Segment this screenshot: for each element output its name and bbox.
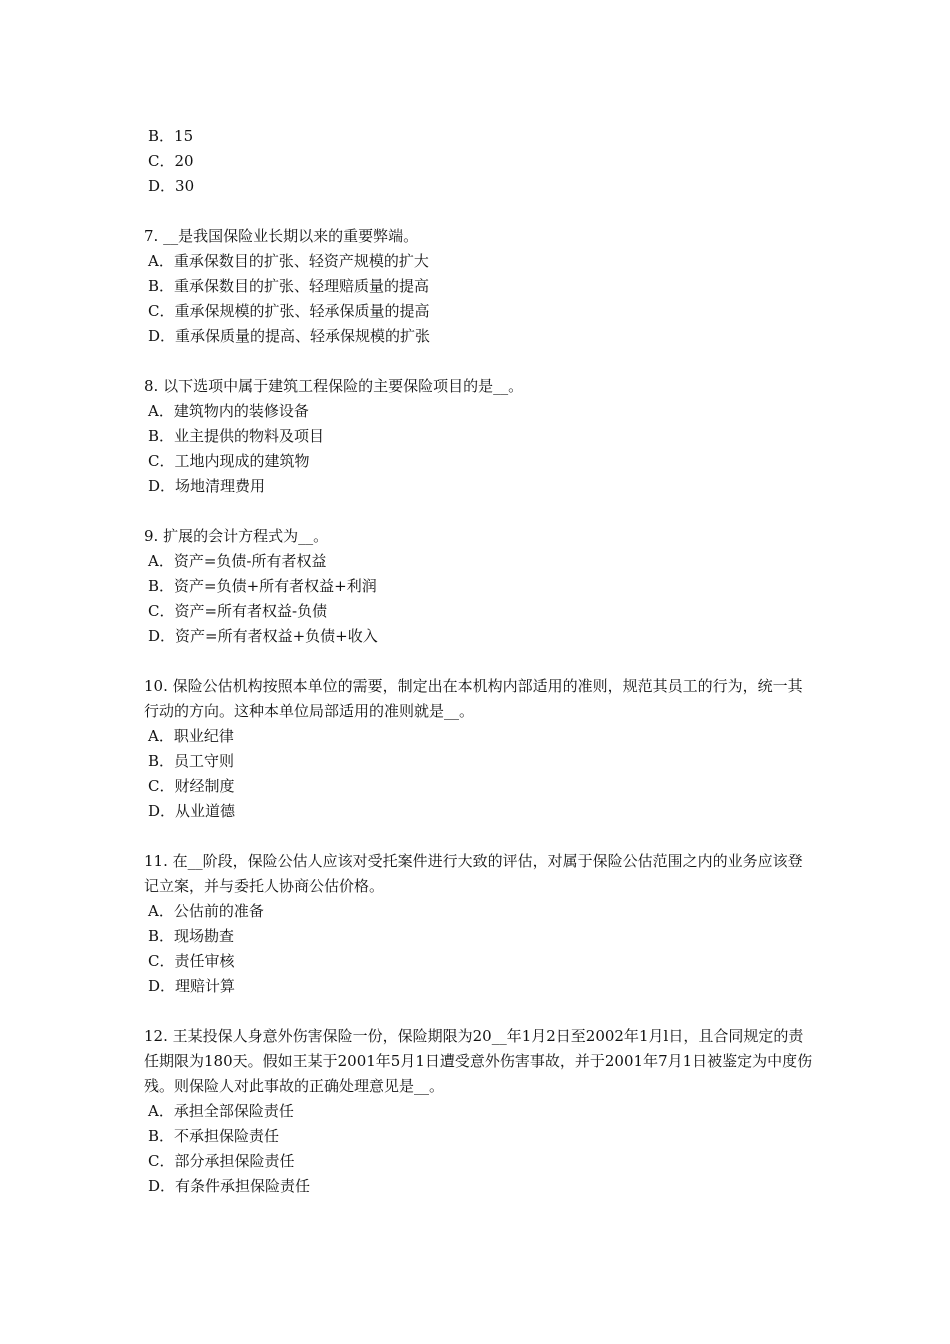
question-6-options bbox=[144, 124, 824, 199]
option-a: A．承担全部保险责任 bbox=[148, 1102, 294, 1120]
option-d: D．有条件承担保险责任 bbox=[148, 1177, 311, 1195]
question-stem: 12. 王某投保人身意外伤害保险一份，保险期限为20__年1月2日至2002年1月l日，且合同规定的责任期限为180天。假如王某于2001年5月1日遭受意外伤害事故，并于2001年7月1日被鉴定为中度伤残。则保险人对此事故的正确处理意见是__。 bbox=[144, 1027, 813, 1095]
option-d: D．场地清理费用 bbox=[148, 477, 266, 495]
option-b: B．15 bbox=[148, 127, 194, 145]
question-8 bbox=[144, 374, 824, 499]
question-stem: 8. 以下选项中属于建筑工程保险的主要保险项目的是__。 bbox=[144, 377, 524, 395]
question-list bbox=[144, 124, 824, 1199]
option-a: A．公估前的准备 bbox=[148, 902, 264, 920]
question-11 bbox=[144, 849, 824, 999]
option-c: C．工地内现成的建筑物 bbox=[148, 452, 310, 470]
option-b: B．不承担保险责任 bbox=[148, 1127, 280, 1145]
option-c: C．重承保规模的扩张、轻承保质量的提高 bbox=[148, 302, 430, 320]
option-a: A．职业纪律 bbox=[148, 727, 234, 745]
question-7 bbox=[144, 224, 824, 349]
question-stem: 9. 扩展的会计方程式为__。 bbox=[144, 527, 329, 545]
question-stem: 10. 保险公估机构按照本单位的需要，制定出在本机构内部适用的准则，规范其员工的行为，统一其行动的方向。这种本单位局部适用的准则就是__。 bbox=[144, 677, 803, 720]
question-stem: 7. __是我国保险业长期以来的重要弊端。 bbox=[144, 227, 419, 245]
option-b: B．重承保数目的扩张、轻理赔质量的提高 bbox=[148, 277, 430, 295]
option-d: D．理赔计算 bbox=[148, 977, 236, 995]
question-10 bbox=[144, 674, 824, 824]
option-c: C．资产=所有者权益-负债 bbox=[148, 602, 328, 620]
option-d: D．重承保质量的提高、轻承保规模的扩张 bbox=[148, 327, 431, 345]
question-12 bbox=[144, 1024, 824, 1199]
option-d: D．资产=所有者权益+负债+收入 bbox=[148, 627, 378, 645]
question-stem: 11. 在__阶段，保险公估人应该对受托案件进行大致的评估，对属于保险公估范围之内的业务应该登记立案，并与委托人协商公估价格。 bbox=[144, 852, 803, 895]
option-d: D．30 bbox=[148, 177, 195, 195]
option-b: B．业主提供的物料及项目 bbox=[148, 427, 325, 445]
question-9 bbox=[144, 524, 824, 649]
option-b: B．员工守则 bbox=[148, 752, 235, 770]
option-c: C．20 bbox=[148, 152, 194, 170]
option-a: A．建筑物内的装修设备 bbox=[148, 402, 309, 420]
option-a: A．重承保数目的扩张、轻资产规模的扩大 bbox=[148, 252, 429, 270]
option-a: A．资产=负债-所有者权益 bbox=[148, 552, 327, 570]
option-c: C．责任审核 bbox=[148, 952, 235, 970]
option-c: C．财经制度 bbox=[148, 777, 235, 795]
option-c: C．部分承担保险责任 bbox=[148, 1152, 295, 1170]
option-b: B．资产=负债+所有者权益+利润 bbox=[148, 577, 377, 595]
option-b: B．现场勘查 bbox=[148, 927, 235, 945]
option-d: D．从业道德 bbox=[148, 802, 236, 820]
